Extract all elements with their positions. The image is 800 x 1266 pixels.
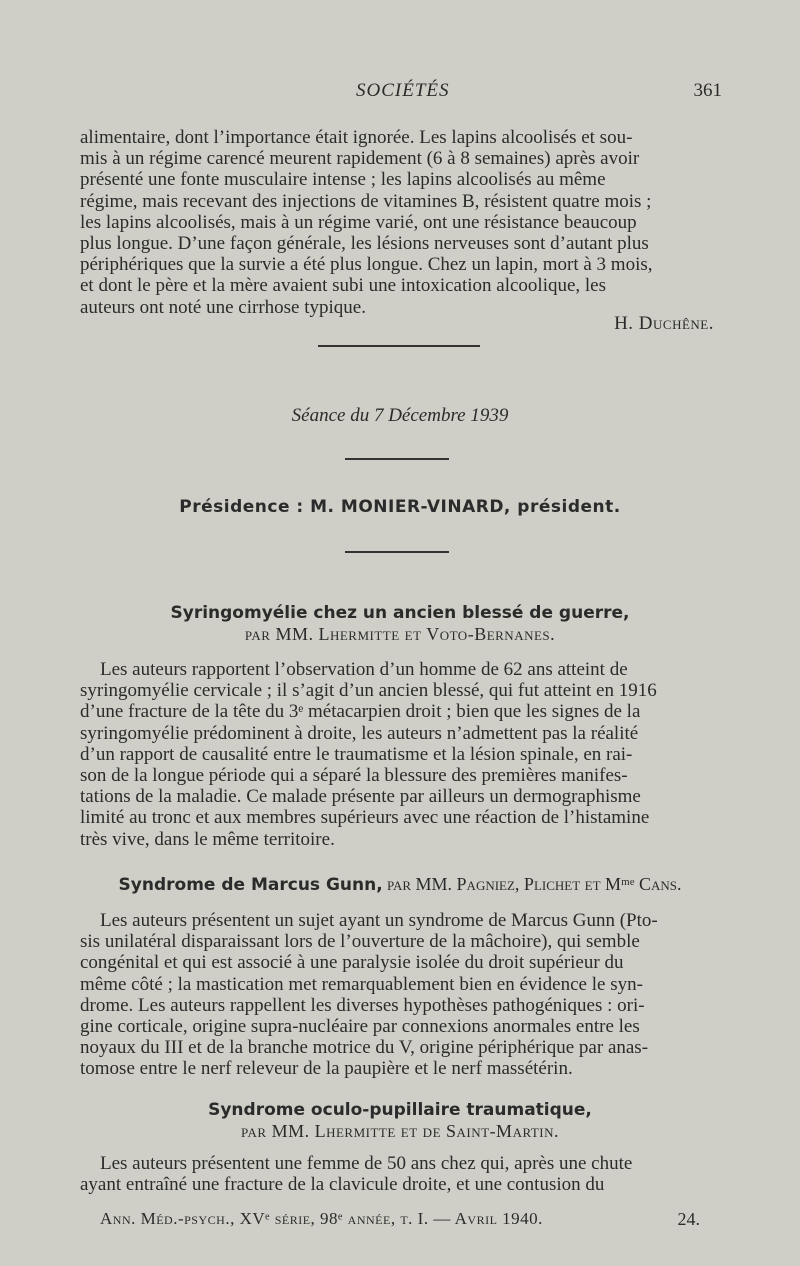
text-line: alimentaire, dont l’importance était ignorée. Les lapins alcoolisés et sou- [80, 127, 633, 148]
text-line: syringomyélie prédominent à droite, les auteurs n’admettent pas la réalité [80, 722, 639, 744]
text-line: d’un rapport de causalité entre le traumatisme et la lésion spinale, en rai- [80, 743, 633, 765]
text-line: très vive, dans le même territoire. [80, 828, 335, 850]
article-body [80, 910, 716, 1080]
text-line: limité au tronc et aux membres supérieurs avec une réaction de l’histamine [80, 807, 650, 829]
author-signature: H. Duchêne. [614, 313, 714, 334]
article-title: Syndrome de Marcus Gunn, [118, 875, 383, 895]
page-number: 361 [693, 80, 722, 101]
article-byline: par MM. Lhermitte et Voto-Bernanes. [244, 624, 556, 644]
text-line: plus longue. D’une façon générale, les lésions nerveuses sont d’autant plus [80, 233, 649, 255]
article-body [80, 1153, 716, 1195]
text-line-content: Les auteurs présentent une femme de 50 ans chez qui, après une chute [100, 1153, 633, 1174]
text-line-content: Les auteurs présentent un sujet ayant un syndrome de Marcus Gunn (Pto- [100, 910, 658, 931]
text-line [80, 910, 716, 931]
text-line: d’une fracture de la tête du 3ᵉ métacarpien droit ; bien que les signes de la [80, 701, 641, 723]
text-line-content: Les auteurs rapportent l’observation d’un homme de 62 ans atteint de [100, 659, 628, 680]
section-divider [345, 551, 449, 553]
text-line: tomose entre le nerf releveur de la paupière et le nerf massétérin. [80, 1058, 573, 1080]
session-title: Séance du 7 Décembre 1939 [291, 405, 509, 426]
text-line: les lapins alcoolisés, mais à un régime varié, ont une résistance beaucoup [80, 211, 637, 233]
text-line: syringomyélie cervicale ; il s’agit d’un ancien blessé, qui fut atteint en 1916 [80, 680, 657, 702]
text-line: tations de la maladie. Ce malade présente par ailleurs un dermographisme [80, 786, 641, 808]
article-byline: par MM. Lhermitte et de Saint-Martin. [240, 1121, 559, 1141]
text-line [80, 1153, 716, 1174]
article-heading-line [0, 874, 800, 895]
signature-mark: 24. [677, 1209, 700, 1229]
text-line: présenté une fonte musculaire intense ; les lapins alcoolisés au même [80, 169, 606, 191]
text-line: sis unilatéral disparaissant lors de l’ouverture de la mâchoire), qui semble [80, 931, 640, 953]
text-line: régime, mais recevant des injections de vitamines B, résistent quatre mois ; [80, 190, 652, 212]
presidence-line: Présidence : M. MONIER-VINARD, président. [179, 497, 621, 517]
journal-citation: Ann. Méd.-psych., XVᵉ série, 98ᵉ année, t. I. — Avril 1940. [100, 1209, 543, 1228]
text-line: gine corticale, origine supra-nucléaire par connexions anormales entre les [80, 1016, 640, 1038]
article-title: Syringomyélie chez un ancien blessé de guerre, [170, 603, 630, 623]
article-title: Syndrome oculo-pupillaire traumatique, [208, 1100, 592, 1120]
article-body [80, 659, 716, 850]
article-byline: par MM. Pagniez, Plichet et Mᵐᵉ Cans. [386, 874, 682, 894]
intro-paragraph [80, 127, 716, 318]
text-line: ayant entraîné une fracture de la clavicule droite, et une contusion du [80, 1174, 605, 1196]
text-line [80, 659, 716, 680]
text-line: même côté ; la mastication met remarquablement bien en évidence le syn- [80, 973, 643, 995]
text-line: auteurs ont noté une cirrhose typique. [80, 296, 366, 318]
text-line: périphériques que la survie a été plus longue. Chez un lapin, mort à 3 mois, [80, 254, 653, 276]
section-divider [345, 458, 449, 460]
text-line: congénital et qui est associé à une paralysie isolée du droit supérieur du [80, 952, 624, 974]
text-line: et dont le père et la mère avaient subi une intoxication alcoolique, les [80, 275, 607, 297]
text-line: son de la longue période qui a séparé la blessure des premières manifes- [80, 765, 628, 787]
text-line: noyaux du III et de la branche motrice du V, origine périphérique par anas- [80, 1037, 649, 1059]
text-line: mis à un régime carencé meurent rapidement (6 à 8 semaines) après avoir [80, 148, 640, 170]
section-divider [318, 345, 480, 347]
text-line: drome. Les auteurs rappellent les diverses hypothèses pathogéniques : ori- [80, 994, 645, 1016]
running-head: SOCIÉTÉS [356, 80, 450, 101]
